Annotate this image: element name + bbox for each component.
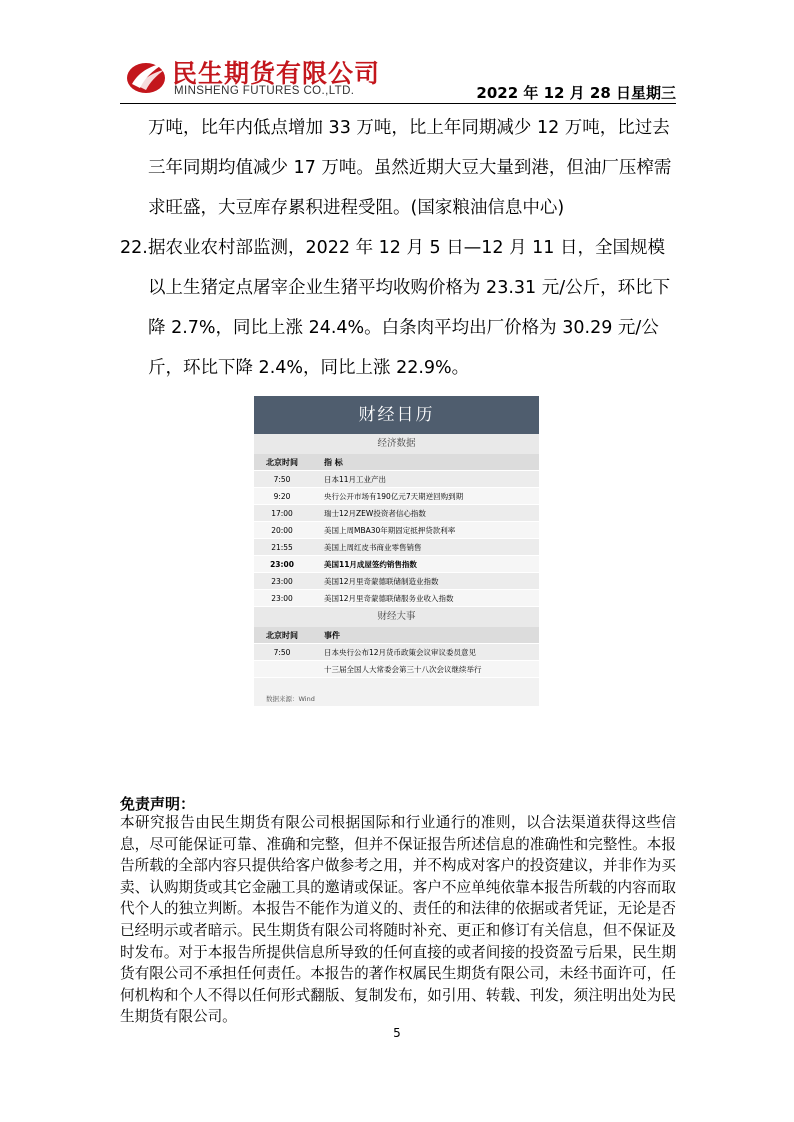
table-row <box>254 539 539 556</box>
row-text: 美国12月里奇蒙德联储服务业收入指数 <box>324 594 454 603</box>
row-time: 23:00 <box>271 594 293 603</box>
continuation-paragraph: 万吨，比年内低点增加 33 万吨，比上年同期减少 12 万吨，比过去三年同期均值减少 17 万吨。虽然近期大豆大量到港，但油厂压榨需求旺盛，大豆库存累积进程受阻。(国家粮油信息中心) <box>148 118 672 218</box>
table-row <box>254 471 539 488</box>
row-time: 21:55 <box>271 543 293 552</box>
report-date: 2022 年 12 月 28 日星期三 <box>476 84 676 102</box>
data-source-note: 数据来源：Wind <box>266 695 315 703</box>
table-row <box>254 590 539 607</box>
column-header-time: 北京时间 <box>266 458 298 467</box>
disclaimer-title: 免责声明： <box>120 795 196 813</box>
list-item-text: 据农业农村部监测，2022 年 12 月 5 日—12 月 11 日，全国规模以上生猪定点屠宰企业生猪平均收购价格为 23.31 元/公斤，环比下降 2.7%，同比上涨 24.4%。白条肉平均出厂价格为 30.29 元/公斤，环比下降 2.4%，同比上涨 22.9%。 <box>148 238 671 378</box>
row-text: 瑞士12月ZEW投资者信心指数 <box>324 509 426 518</box>
financial-calendar-table <box>254 396 539 706</box>
row-time: 7:50 <box>273 475 291 484</box>
row-text: 美国11月成屋签约销售指数 <box>324 560 417 569</box>
logo-chinese-name: 民生期货有限公司 <box>172 59 381 88</box>
row-time: 20:00 <box>271 526 293 535</box>
row-text: 美国12月里奇蒙德联储制造业指数 <box>324 577 439 586</box>
table-row <box>254 488 539 505</box>
row-text: 日本11月工业产出 <box>324 475 387 484</box>
column-header-event: 事件 <box>324 631 340 640</box>
row-text: 美国上周红皮书商业零售销售 <box>324 543 422 552</box>
financial-events-section-title: 财经大事 <box>254 607 539 627</box>
logo-english-name: MINSHENG FUTURES CO.,LTD. <box>174 85 355 97</box>
table-row <box>254 661 539 678</box>
row-time: 23:00 <box>270 560 294 569</box>
table-row <box>254 522 539 539</box>
disclaimer-text: 本研究报告由民生期货有限公司根据国际和行业通行的准则，以合法渠道获得这些信息，尽可能保证可靠、准确和完整，但并不保证报告所述信息的准确性和完整性。本报告所载的全部内容只提供给客户做参考之用，并不构成对客户的投资建议，并非作为买卖、认购期货或其它金融工具的邀请或保证。客户不应单纯依靠本报告所载的内容而取代个人的独立判断。本报告不能作为道义的、责任的和法律的依据或者凭证，无论是否已经明示或者暗示。民生期货有限公司将随时补充、更正和修订有关信息，但不保证及时发布。对于本报告所提供信息所导致的任何直接的或者间接的投资盈亏后果，民生期货有限公司不承担任何责任。本报告的著作权属民生期货有限公司，未经书面许可，任何机构和个人不得以任何形式翻版、复制发布，如引用、转载、刊发，须注明出处为民生期货有限公司。 <box>120 814 676 1026</box>
page-header <box>120 52 676 104</box>
calendar-title: 财经日历 <box>254 396 539 434</box>
table-row <box>254 556 539 573</box>
table-row <box>254 505 539 522</box>
table-row <box>254 644 539 661</box>
company-logo <box>124 54 384 100</box>
table-row <box>254 573 539 590</box>
row-text: 十三届全国人大常委会第三十八次会议继续举行 <box>324 665 482 674</box>
minsheng-logo-icon <box>124 56 168 96</box>
column-header-time: 北京时间 <box>266 631 298 640</box>
row-time: 17:00 <box>271 509 293 518</box>
row-text: 央行公开市场有190亿元7天期逆回购到期 <box>324 492 464 501</box>
row-text: 美国上周MBA30年期固定抵押贷款利率 <box>324 526 456 535</box>
row-text: 日本央行公布12月货币政策会议审议委员意见 <box>324 648 477 657</box>
row-time: 9:20 <box>273 492 291 501</box>
list-item-number: 22. <box>120 238 148 258</box>
column-header-indicator: 指 标 <box>324 458 343 467</box>
row-time: 7:50 <box>273 648 291 657</box>
page-number: 5 <box>393 1026 401 1040</box>
row-time: 23:00 <box>271 577 293 586</box>
economic-data-section-title: 经济数据 <box>254 434 539 454</box>
economic-table-header <box>254 454 539 471</box>
header-divider <box>120 103 676 104</box>
events-table-header <box>254 627 539 644</box>
